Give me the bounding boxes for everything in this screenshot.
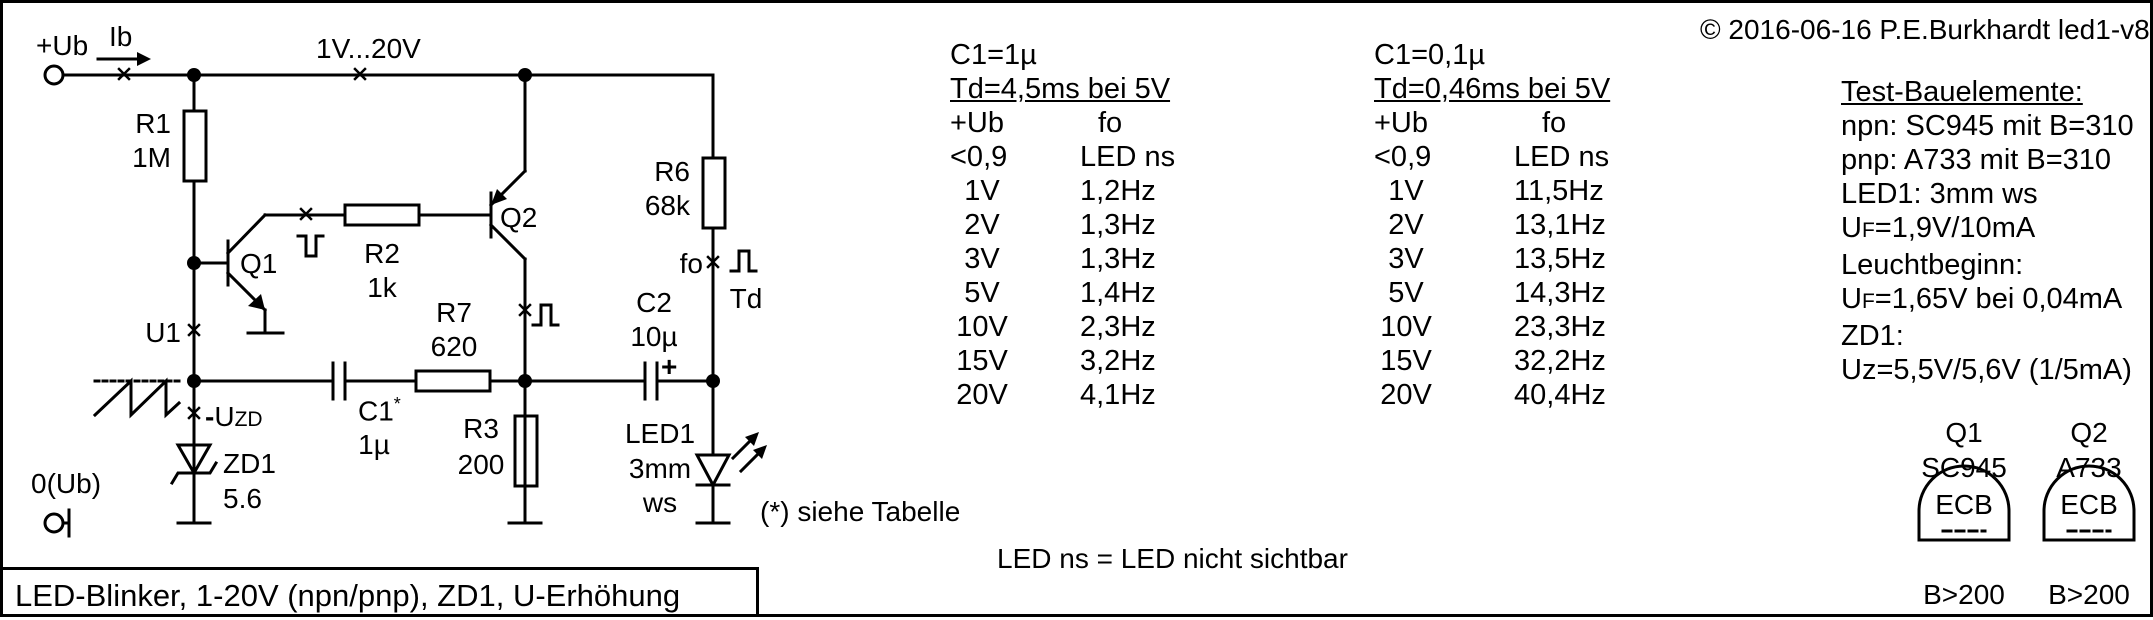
- r6-name: R6: [654, 156, 690, 187]
- table-row: 2V 1,3Hz: [964, 209, 1156, 241]
- led-line: LED1: 3mm ws: [1841, 178, 2038, 210]
- table-row: 15V 3,2Hz: [956, 345, 1156, 377]
- table1-col-fo: fo: [1098, 107, 1123, 139]
- led1-name: LED1: [624, 418, 696, 449]
- table-row: 1V 11,5Hz: [1388, 175, 1604, 207]
- supply-range-label: 1V...20V: [316, 33, 421, 64]
- supply-terminal: [45, 66, 63, 84]
- supply-plus-label: +Ub: [36, 30, 89, 61]
- r7-resistor: [416, 371, 490, 391]
- table-row: 20V 4,1Hz: [956, 379, 1156, 411]
- table1-td: Td=4,5ms bei 5V: [950, 73, 1171, 105]
- zd1-value: 5.6: [223, 483, 262, 514]
- r1-name: R1: [135, 108, 171, 139]
- test-parts-list: [1841, 75, 2134, 387]
- current-arrow-head: [137, 52, 151, 66]
- r2-value: 1k: [367, 272, 397, 303]
- table1-heading: C1=1µ: [950, 39, 1037, 71]
- fo-label: fo: [679, 248, 703, 279]
- r7-name: R7: [436, 297, 472, 328]
- r2-name: R2: [364, 238, 400, 269]
- q2-pinout-type: A733: [2056, 452, 2122, 483]
- table-c1-01u: [1374, 38, 1702, 412]
- r2-resistor: [345, 205, 419, 225]
- uzd-label: -UZD: [205, 401, 263, 432]
- zd1-name: ZD1: [223, 448, 276, 479]
- q2-gain: B>200: [2048, 579, 2130, 610]
- r1-resistor: [184, 111, 206, 181]
- table-row: 5V 14,3Hz: [1388, 277, 1606, 309]
- supply-current-label: Ib: [109, 21, 133, 52]
- junction-dot: [187, 68, 201, 82]
- led1-diode: [697, 455, 729, 485]
- ground-label: 0(Ub): [31, 468, 102, 499]
- table-row: 3V 13,5Hz: [1388, 243, 1606, 275]
- ground-terminal: [45, 514, 63, 532]
- q2-pinout-name: Q2: [2070, 417, 2108, 448]
- td-label: Td: [729, 283, 763, 314]
- u1-label: U1: [145, 317, 181, 348]
- table-row: <0,9 LED ns: [950, 141, 1176, 173]
- title-box: [3, 567, 759, 614]
- c2-value: 10µ: [630, 321, 678, 352]
- copyright-label: © 2016-06-16 P.E.Burkhardt led1-v8: [1700, 14, 2150, 45]
- q1-label: Q1: [240, 248, 278, 279]
- table2-td: Td=0,46ms bei 5V: [1374, 73, 1611, 105]
- table1-col-ub: +Ub: [950, 107, 1005, 139]
- uf2-line: UF=1,65V bei 0,04mA: [1841, 283, 2123, 315]
- c1-value: 1µ: [358, 429, 390, 460]
- table-row: 5V 1,4Hz: [964, 277, 1156, 309]
- table-row: <0,9 LED ns: [1374, 141, 1610, 173]
- pnp-line: pnp: A733 mit B=310: [1841, 144, 2112, 176]
- table-row: 2V 13,1Hz: [1388, 209, 1606, 241]
- q1-pinout-name: Q1: [1945, 417, 1983, 448]
- c1-name: C1*: [358, 394, 401, 427]
- c2-name: C2: [636, 287, 672, 318]
- r6-value: 68k: [644, 190, 690, 221]
- test-parts-heading: Test-Bauelemente:: [1841, 76, 2083, 108]
- q1-gain: B>200: [1923, 579, 2005, 610]
- r3-name: R3: [463, 413, 499, 444]
- table-c1-1u: [950, 38, 1258, 412]
- table2-col-ub: +Ub: [1374, 107, 1429, 139]
- led1-color: ws: [642, 487, 678, 518]
- start-line: Leuchtbeginn:: [1841, 249, 2024, 281]
- uf-line: UF=1,9V/10mA: [1841, 212, 2036, 244]
- table-row: 1V 1,2Hz: [964, 175, 1156, 207]
- zd-line: ZD1:: [1841, 320, 1904, 352]
- note-led: LED ns = LED nicht sichtbar: [997, 543, 1348, 574]
- table-row: 10V 23,3Hz: [1380, 311, 1606, 343]
- q2-label: Q2: [500, 202, 538, 233]
- r1-value: 1M: [132, 142, 171, 173]
- uz-line: Uz=5,5V/5,6V (1/5mA): [1841, 354, 2132, 386]
- r6-resistor: [703, 158, 725, 228]
- table2-heading: C1=0,1µ: [1374, 39, 1486, 71]
- q1-pinout-type: SC945: [1921, 452, 2007, 483]
- table2-col-fo: fo: [1542, 107, 1567, 139]
- r3-value: 200: [457, 449, 505, 480]
- note-table: (*) siehe Tabelle: [760, 496, 961, 527]
- npn-line: npn: SC945 mit B=310: [1841, 110, 2134, 142]
- r7-value: 620: [430, 331, 478, 362]
- q2-pinout-pins: ECB: [2060, 489, 2118, 520]
- table-row: 3V 1,3Hz: [964, 243, 1156, 275]
- c2-polarity: +: [661, 351, 678, 382]
- q1-pinout-pins: ECB: [1935, 489, 1993, 520]
- table-row: 10V 2,3Hz: [956, 311, 1156, 343]
- table-row: 15V 32,2Hz: [1380, 345, 1606, 377]
- led1-size: 3mm: [628, 453, 692, 484]
- diagram-title: LED-Blinker, 1-20V (npn/pnp), ZD1, U-Erhöhung: [15, 578, 681, 613]
- table-row: 20V 40,4Hz: [1380, 379, 1606, 411]
- c1-star: *: [393, 394, 401, 414]
